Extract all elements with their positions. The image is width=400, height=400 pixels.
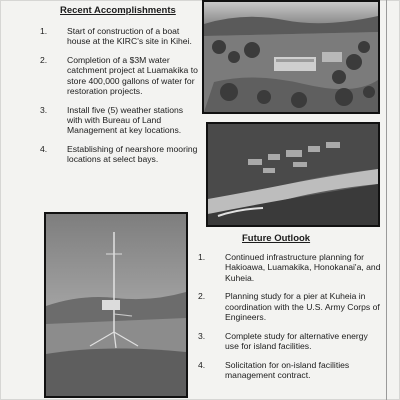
item-text: Planning study for a pier at Kuheia in coordination with the U.S. Army Corps of Engineers.	[225, 291, 380, 322]
recent-accomplishments-heading: Recent Accomplishments	[60, 5, 176, 16]
item-text: Completion of a $3M water catchment project at Luamakika to store 400,000 gallons of water for restoration projects.	[67, 55, 198, 96]
item-text: Establishing of nearshore mooring locations at select bays.	[67, 144, 198, 165]
item-number: 2.	[40, 55, 48, 66]
recent-accomplishments-list	[40, 26, 200, 173]
list-item	[198, 291, 382, 322]
item-number: 4.	[40, 144, 48, 155]
list-item	[40, 144, 200, 165]
list-item	[198, 331, 382, 352]
item-text: Continued infrastructure planning for Hakioawa, Luamakika, Honokanai'a, and Kuheia.	[225, 252, 381, 283]
item-text: Solicitation for on-island facilities management contract.	[225, 359, 350, 381]
list-item	[40, 105, 200, 136]
weather-station-photo	[44, 212, 188, 398]
aerial-photo-facility	[202, 0, 380, 114]
item-number: 3.	[40, 104, 48, 115]
list-item	[198, 252, 382, 283]
item-text: Install five (5) weather stations with with Bureau of Land Management at key locations.	[67, 104, 184, 136]
item-number: 1.	[198, 252, 206, 262]
item-number: 2.	[198, 291, 206, 302]
list-item	[40, 55, 200, 96]
list-item	[198, 360, 382, 381]
future-outlook-heading: Future Outlook	[242, 233, 311, 244]
item-number: 1.	[40, 26, 48, 36]
item-text: Complete study for alternative energy use for island facilities.	[225, 330, 368, 352]
future-outlook-list	[198, 252, 382, 389]
list-item	[40, 26, 200, 47]
page-edge-line	[386, 0, 387, 400]
item-number: 4.	[198, 359, 206, 370]
item-number: 3.	[198, 330, 206, 341]
item-text: Start of construction of a boat house at the KIRC's site in Kihei.	[67, 26, 192, 47]
aerial-photo-coastline	[206, 122, 380, 227]
